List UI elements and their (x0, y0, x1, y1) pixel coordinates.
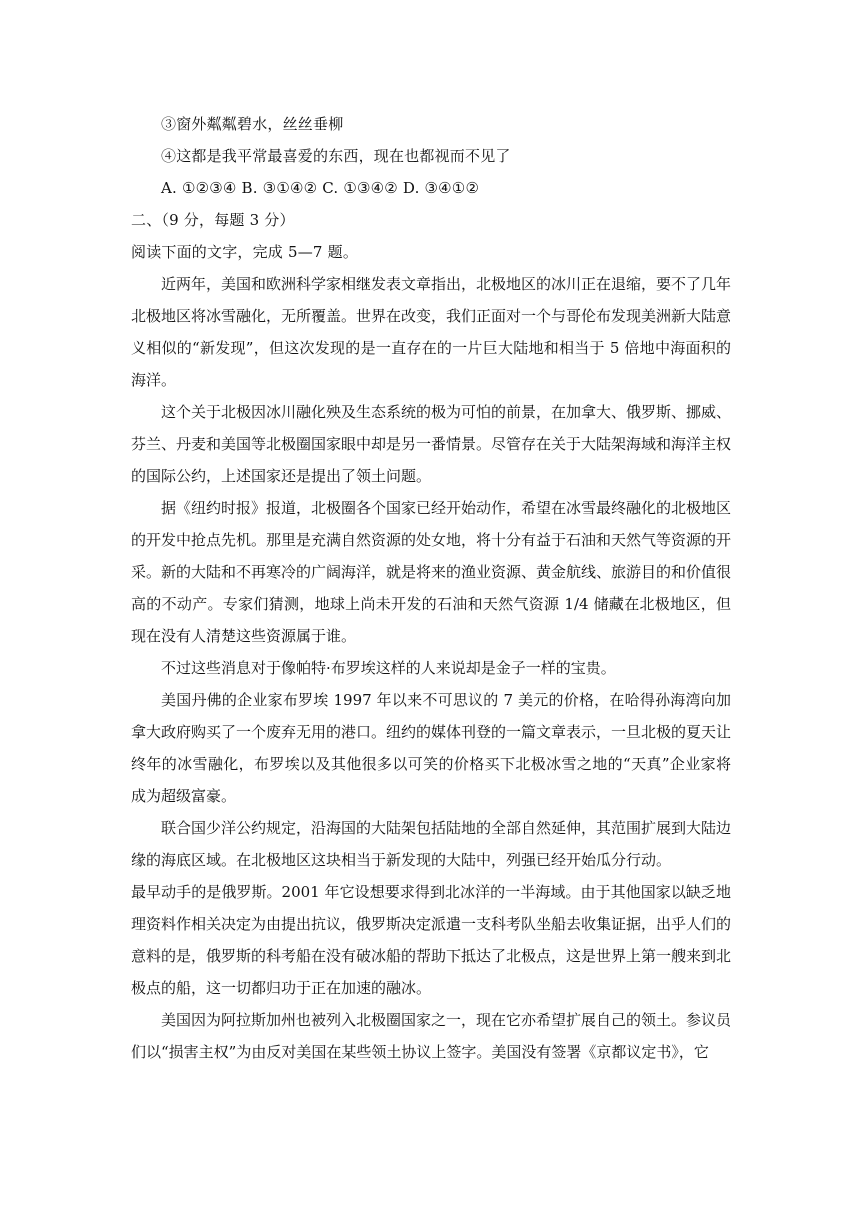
passage-paragraph-3: 据《纽约时报》报道，北极圈各个国家已经开始动作，希望在冰雪最终融化的北极地区的开发中抢点先机。那里是充满自然资源的处女地，将十分有益于石油和天然气等资源的开采。新的大陆和不再寒冷的广阔海洋，就是将来的渔业资源、黄金航线、旅游目的和价值很高的不动产。专家们猜测，地球上尚未开发的石油和天然气资源 1/4 储藏在北极地区，但现在没有人清楚这些资源属于谁。 (131, 499, 732, 645)
passage-paragraph-5: 美国丹佛的企业家布罗埃 1997 年以来不可思议的 7 美元的价格，在哈得孙海湾向加拿大政府购买了一个废弃无用的港口。纽约的媒体刊登的一篇文章表示，一旦北极的夏天让终年的冰雪融化，布罗埃以及其他很多以可笑的价格买下北极冰雪之地的“天真”企业家将成为超级富豪。 (131, 691, 732, 805)
passage-paragraph-1: 近两年，美国和欧洲科学家相继发表文章指出，北极地区的冰川正在退缩，要不了几年北极地区将冰雪融化，无所覆盖。世界在改变，我们正面对一个与哥伦布发现美洲新大陆意义相似的“新发现”，但这次发现的是一直存在的一片巨大陆地和相当于 5 倍地中海面积的海洋。 (131, 275, 732, 389)
sequence-item-4: ④这都是我平常最喜爱的东西，现在也都视而不见了 (161, 147, 511, 165)
passage-paragraph-6: 联合国少洋公约规定，沿海国的大陆架包括陆地的全部自然延伸，其范围扩展到大陆边缘的海底区域。在北极地区这块相当于新发现的大陆中，列强已经开始瓜分行动。 (131, 819, 732, 869)
reading-instruction: 阅读下面的文字，完成 5—7 题。 (131, 243, 359, 261)
sequence-item-3: ③窗外粼粼碧水，丝丝垂柳 (161, 115, 344, 133)
document-body (131, 108, 731, 1068)
passage-paragraph-8: 美国因为阿拉斯加州也被列入北极圈国家之一，现在它亦希望扩展自己的领土。参议员们以“损害主权”为由反对美国在某些领土协议上签字。美国没有签署《京都议定书》，它 (131, 1011, 732, 1061)
passage-paragraph-2: 这个关于北极因冰川融化殃及生态系统的极为可怕的前景，在加拿大、俄罗斯、挪威、芬兰、丹麦和美国等北极圈国家眼中却是另一番情景。尽管存在关于大陆架海域和海洋主权的国际公约，上述国家还是提出了领土问题。 (131, 403, 732, 485)
passage-paragraph-7: 最早动手的是俄罗斯。2001 年它设想要求得到北冰洋的一半海域。由于其他国家以缺乏地理资料作相关决定为由提出抗议，俄罗斯决定派遣一支科考队坐船去收集证据，出乎人们的意料的是，俄罗斯的科考船在没有破冰船的帮助下抵达了北极点，这是世界上第一艘来到北极点的船，这一切都归功于正在加速的融冰。 (131, 883, 732, 997)
answer-options: A. ①②③④ B. ③①④② C. ①③④② D. ③④①② (161, 179, 480, 197)
passage-paragraph-4: 不过这些消息对于像帕特·布罗埃这样的人来说却是金子一样的宝贵。 (161, 659, 616, 677)
section-heading: 二、（9 分，每题 3 分） (131, 211, 295, 229)
